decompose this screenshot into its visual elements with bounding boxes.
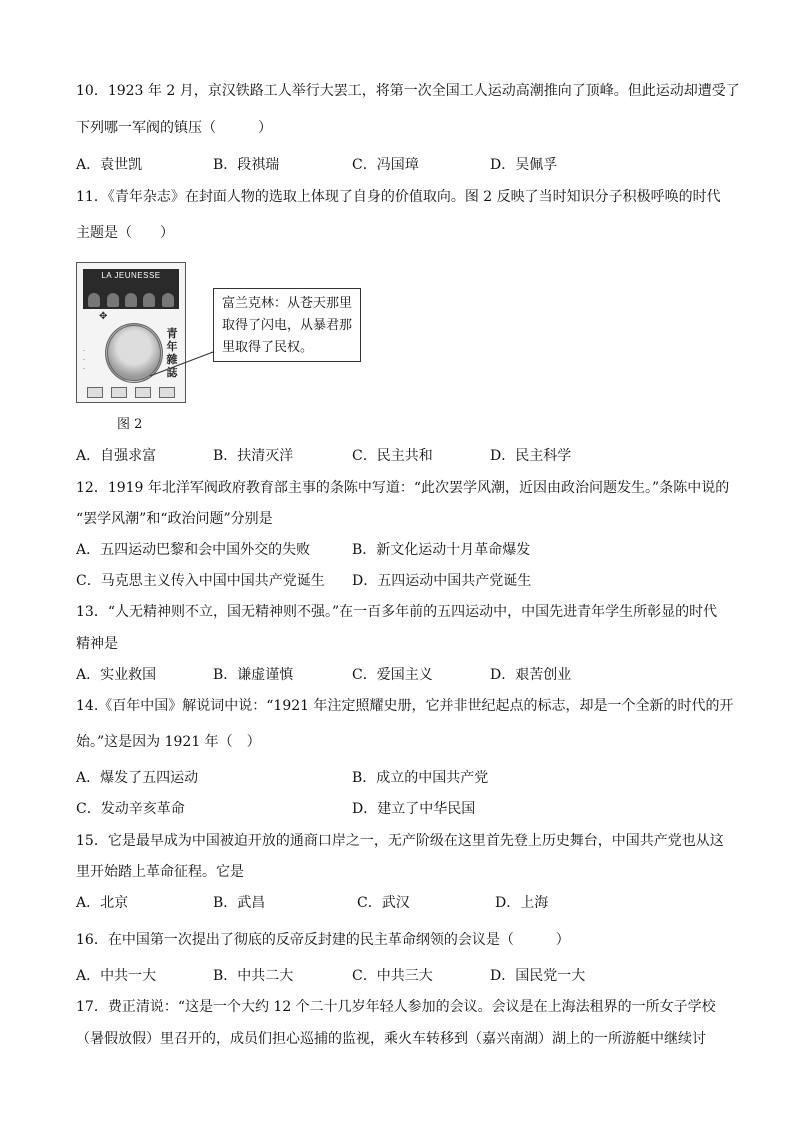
q12-option-b[interactable]: B．新文化运动十月革命爆发 (352, 542, 531, 558)
q15-option-b[interactable]: B．武昌 (213, 895, 266, 911)
cover-title: LA JEUNESSE (101, 271, 161, 280)
q11-option-a[interactable]: A．自强求富 (76, 448, 157, 464)
q11-option-c[interactable]: C．民主共和 (352, 448, 433, 464)
q10-stem-line1: 10．1923 年 2 月，京汉铁路工人举行大罢工，将第一次全国工人运动高潮推向了顶峰。但此运动却遭受了 (76, 83, 740, 99)
q11-option-d[interactable]: D．民主科学 (490, 448, 572, 464)
q16-stem-line1: 16．在中国第一次提出了彻底的反帝反封建的民主革命纲领的会议是（ ） (76, 932, 570, 948)
q14-stem-line2: 始。”这是因为 1921 年（ ） (76, 734, 261, 750)
cover-side-title: 青年雜誌 (166, 327, 178, 379)
q11-stem-line2: 主题是（ ） (76, 225, 174, 241)
q16-option-a[interactable]: A．中共一大 (76, 968, 157, 984)
q13-option-d[interactable]: D．艰苦创业 (490, 667, 572, 683)
q10-stem-line2: 下列哪一军阀的镇压（ ） (76, 120, 272, 136)
q15-option-d[interactable]: D．上海 (495, 895, 549, 911)
q10-option-d[interactable]: D．吴佩孚 (490, 157, 558, 173)
q15-option-c[interactable]: C．武汉 (357, 895, 410, 911)
q17-stem-line1: 17．费正清说：“这是一个大约 12 个二十几岁年轻人参加的会议。会议是在上海法租界的一所女子学校 (76, 999, 716, 1015)
q14-option-a[interactable]: A．爆发了五四运动 (76, 770, 199, 786)
q17-stem-line2: （暑假放假）里召开的，成员们担心巡捕的监视，乘火车转移到（嘉兴南湖）湖上的一所游艇中继续讨 (76, 1031, 706, 1047)
q14-stem-line1: 14.《百年中国》解说词中说：“1921 年注定照耀史册，它并非世纪起点的标志，却是一个全新的时代的开 (76, 698, 734, 714)
q12-option-d[interactable]: D．五四运动中国共产党诞生 (352, 573, 532, 589)
q10-option-c[interactable]: C．冯国璋 (352, 157, 419, 173)
q14-option-b[interactable]: B．成立的中国共产党 (352, 770, 489, 786)
q11-option-b[interactable]: B．扶清灭洋 (213, 448, 294, 464)
q12-option-c[interactable]: C．马克思主义传入中国中国共产党诞生 (76, 573, 325, 589)
q15-option-a[interactable]: A．北京 (76, 895, 129, 911)
q16-option-d[interactable]: D．国民党一大 (490, 968, 586, 984)
q13-option-c[interactable]: C．爱国主义 (352, 667, 433, 683)
q13-stem-line1: 13．“人无精神则不立，国无精神则不强。”在一百多年前的五四运动中，中国先进青年学生所彰显的时代 (76, 604, 718, 620)
q16-option-b[interactable]: B．中共二大 (213, 968, 294, 984)
q12-option-a[interactable]: A．五四运动巴黎和会中国外交的失败 (76, 542, 311, 558)
q12-stem-line2: “罢学风潮”和“政治问题”分别是 (76, 511, 273, 527)
q11-stem-line1: 11．《青年杂志》在封面人物的选取上体现了自身的价值取向。图 2 反映了当时知识分子积极呼唤的时代 (76, 189, 721, 205)
franklin-quote-callout: 富兰克林：从苍天那里取得了闪电，从暴君那里取得了民权。 (213, 288, 361, 362)
q13-option-a[interactable]: A．实业救国 (76, 667, 157, 683)
cover-left-marks: · · · (83, 348, 85, 373)
q16-option-c[interactable]: C．中共三大 (352, 968, 433, 984)
q12-stem-line1: 12．1919 年北洋军阀政府教育部主事的条陈中写道：“此次罢学风潮，近因由政治问题发生。”条陈中说的 (76, 480, 730, 496)
q13-stem-line2: 精神是 (76, 636, 118, 652)
cover-ornament-icon: ✥ (99, 311, 108, 322)
q15-stem-line2: 里开始踏上革命征程。它是 (76, 864, 244, 880)
q13-option-b[interactable]: B．谦虚谨慎 (213, 667, 294, 683)
figure-caption: 图 2 (117, 417, 143, 432)
q15-stem-line1: 15．它是最早成为中国被迫开放的通商口岸之一，无产阶级在这里首先登上历史舞台，中国共产党也从这 (76, 833, 724, 849)
q14-option-c[interactable]: C．发动辛亥革命 (76, 801, 185, 817)
q10-option-b[interactable]: B．段祺瑞 (213, 157, 280, 173)
q14-option-d[interactable]: D．建立了中华民国 (352, 801, 476, 817)
q10-option-a[interactable]: A．袁世凯 (76, 157, 143, 173)
